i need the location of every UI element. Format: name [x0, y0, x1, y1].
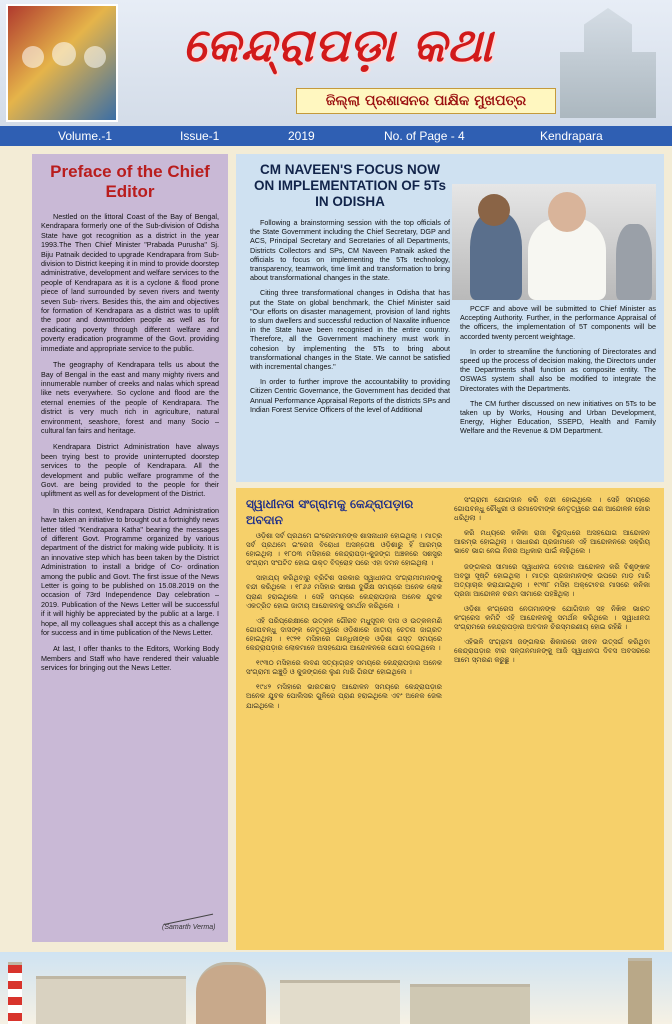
- odia-paragraph: ସାହାଯ୍ୟ କରିଥିବାରୁ ବ୍ରିଟିଶ ସରକାର ସ୍ୱାଧୀନତା ସଂଗ୍ରାମୀମାନଙ୍କୁ ବନ୍ଦୀ କରିଥିଲେ । ୧୮୬୬ ମସିହାର ଭୀଷଣ ଦୁର୍ଭିକ୍ଷ ସମୟରେ ଅନେକ ଲୋକ ପ୍ରାଣ ହରାଇଥିଲେ । ସେହି ସମୟରେ କେନ୍ଦ୍ରାପଡ଼ାର ଅନେକ ଯୁବକ ଏକତ୍ରିତ ହୋଇ ଜାତୀୟ ଆନ୍ଦୋଳନକୁ ସମର୍ଥନ କରିଥିଲେ ।: [246, 574, 442, 610]
- cm-article: [236, 154, 664, 482]
- page-count-label: No. of Page - 4: [384, 129, 465, 143]
- odia-paragraph: ଓଡ଼ିଶା ସର୍ବ ପ୍ରଥମେ ଇଂରେଜମାନଙ୍କ ଶାସନାଧୀନ ହୋଇଥିଲା । ମାତ୍ର ସର୍ବ ପ୍ରଥମେ ଇଂରେଜ ବିରୋଧୀ ଅସନ୍ତୋଷ ଓଡ଼ିଶାରୁ ହିଁ ଆରମ୍ଭ ହୋଇଥିଲା । ୧୮୦୩ ମସିହାରେ କେନ୍ଦ୍ରାପଡ଼ା-କୁଜଙ୍ଗ ଅଞ୍ଚଳରେ ସଶସ୍ତ୍ର ସଂଗ୍ରାମ ସଂଘଟିତ ହୋଇ ଉକ୍ତ ବିଦ୍ରୋହ ପରେ ଏହା ଦମନ ହୋଇଥିଲା ।: [246, 532, 442, 568]
- preface-paragraph: In this context, Kendrapara District Administration have taken an initiative to brought out a fortnightly news letter titled "Kendrapara Katha" bearing the messages of different Govt. Programme organized by various department of the district for making wide publicity. It is an innovative step which has been taken by the District Administration to install a bridge of Co- ordination among the public and Govt. The first issue of the News Letter is going to be published on 15.08.2019 on the occasion of 73rd Independence Day celebration – 2019. Publication of the News Letter will be successful if it will highly be appreciated by the public at a large. I hope, all my colleagues shall accept this as a challenge for success and in time publication of the News Letter.: [41, 505, 219, 638]
- odia-paragraph: ଏହିଭଳି ସଂଗ୍ରାମୀ ଜଙ୍ଗଲର ଶିକାରରେ ଜୀବନ ଉତ୍ସର୍ଗ କରିଥିବା କେନ୍ଦ୍ରାପଡ଼ାର ବୀର ସନ୍ତାନମାନଙ୍କୁ ଆଜି ସ୍ୱାଧୀନତା ଦିବସ ଅବସରରେ ଆମେ ସ୍ମରଣ କରୁଛୁ ।: [454, 638, 650, 665]
- odia-paragraph: ଜଙ୍ଗଲର ସୀମାରେ ସ୍ୱାଧୀନତା ଦେବାର ଆନ୍ଦୋଳନ କରି ବିଶୃଙ୍ଖଳ ଅବସ୍ଥା ସୃଷ୍ଟି ହୋଇଥିଲା । ମାତ୍ର ପ୍ରଜାମାନଙ୍କ ଉପରେ ମାଡ଼ ମାରି ଅତ୍ୟାଚାର କରାଯାଇଥିଲା । ୧୯୩୮ ମସିହା ଅକ୍ଟୋବର ମାସରେ କନିକା ପ୍ରଜା ଆନ୍ଦୋଳନ ଚରମ ସୀମାରେ ପହଞ୍ଚିଥିଲା ।: [454, 562, 650, 598]
- cm-article-right-column: [460, 304, 656, 442]
- volume-label: Volume.-1: [58, 129, 113, 143]
- heritage-building-image: [36, 976, 186, 1024]
- freedom-struggle-article: [236, 488, 664, 950]
- odia-paragraph: ସଂଗ୍ରାମୀ ଯୋଗଦାନ କରି ବନ୍ଦୀ ହୋଇଥିଲେ । ସେହି ସମୟରେ ଗୋପବନ୍ଧୁ ଚୌଧୁରୀ ଓ ରମାଦେବୀଙ୍କ ନେତୃତ୍ୱରେ ଗଣ ଆନ୍ଦୋଳନ ଜୋର ଧରିଥିଲା ।: [454, 496, 650, 523]
- preface-paragraph: At last, I offer thanks to the Editors, Working Body Members and Staff who have rendered their valuable services for bringing out the News Letter.: [41, 644, 219, 673]
- odia-paragraph: ଏହି ପରିପ୍ରେକ୍ଷୀରେ ଉତ୍କଳ ଗୌରବ ମଧୁସୂଦନ ଦାସ ଓ ଉତ୍କଳମଣି ଗୋପବନ୍ଧୁ ଦାସଙ୍କ ନେତୃତ୍ୱରେ ଓଡ଼ିଶାରେ ଜାତୀୟ ଚେତନା ଜାଗ୍ରତ ହୋଇଥିଲା । ୧୯୨୧ ମସିହାରେ ଗାନ୍ଧିଜୀଙ୍କ ଓଡ଼ିଶା ଗସ୍ତ ସମୟରେ କେନ୍ଦ୍ରାପଡ଼ାର ଲୋକମାନେ ଅସହଯୋଗ ଆନ୍ଦୋଳନରେ ଯୋଗ ଦେଇଥିଲେ ।: [246, 616, 442, 653]
- location-label: Kendrapara: [540, 129, 603, 143]
- chief-minister-photo: [452, 184, 656, 300]
- preface-paragraph: Nestled on the littoral Coast of the Bay of Bengal, Kendrapara formerly one of the Sub-division of Odisha State have got recognition as a district in the year 1993.The Then Chief Minister "Prabada Purusha" Sj. Biju Patnaik decided to upgrade Kendrapara from Sub-division to District keeping it in mind to provide doorstep administrative, development and welfare services to the people of Kendrapara as it is a cyclone & flood prone piece of land surrounded by seven rivers and twenty seven Sub- rivers. Besides this, the aim and objectives for formation of Kendrapara as a district was to uplift the poor and downtrodden people as well as for eradicating poverty through different welfare and poverty eradication programme of the Govt. providing immediate and appropriate service to the public.: [41, 212, 219, 353]
- issue-info-bar: [0, 126, 672, 146]
- preface-paragraph: The geography of Kendrapara tells us about the Bay of Bengal in the east and many mighty rivers and innumerable number of creeks and nalas which spread like nets everywhere. So cyclone and flood are the eternal enemies of the people of Kendrapara. The district is very much rich in agriculture, natural environment, seashore, forest and many Socio – cultural fan fairs and heritage.: [41, 360, 219, 435]
- cm-paragraph: PCCF and above will be submitted to Chief Minister as Accepting Authority. Further, in the performance Appraisal of the officers, the implementation of 5T components will be accorded twenty percent weightage.: [460, 304, 656, 341]
- cm-paragraph: In order to streamline the functioning of Directorates and speed up the process of decision making, the Directors under the Departments shall function as composite entity. The OSWAS system shall also be modified to integrate the Directorates with the Departments.: [460, 346, 656, 393]
- cm-paragraph: In order to further improve the accountability to providing Citizen Centric Governance, the Government has decided that Annual Performance Appraisal Reports of the districts SPs and Indian Forest Service Officers of the level of Additional: [250, 377, 450, 414]
- lighthouse-image: [8, 962, 22, 1024]
- masthead: [0, 0, 672, 126]
- cm-paragraph: Following a brainstorming session with the top officials of the State Government including the Chief Secretary, DGP and ACS, Principal Secretary and Secretaries of all Departments, Districts Collectors and SPs, CM Naveen Patnaik asked the officials to focus on implementing the 5Ts technology, transparency, teamwork, time limit and transformation to bring about transformational changes in the state.: [250, 218, 450, 283]
- footer-landmarks-strip: [0, 952, 672, 1024]
- preface-article: [32, 154, 228, 942]
- tower-image: [628, 958, 652, 1024]
- monument-image: [280, 980, 400, 1024]
- cm-article-left-column: [250, 218, 450, 420]
- signature-name: (Samarth Verma): [162, 924, 216, 931]
- temple-deity-image: [6, 4, 118, 122]
- odia-paragraph: ୧୯୩୦ ମସିହାରେ ଲବଣ ସତ୍ୟାଗ୍ରହ ସମୟରେ କେନ୍ଦ୍ରାପଡ଼ାର ଅନେକ ସଂଗ୍ରାମୀ ଇଞ୍ଚୁଡ଼ି ଓ କୁଜଙ୍ଗରେ ଲୁଣ ମାରି ଗିରଫ ହୋଇଥିଲେ ।: [246, 659, 442, 677]
- odia-article-left-column: [246, 532, 442, 717]
- main-content: [8, 150, 664, 950]
- odia-paragraph: ୧୯୪୨ ମସିହାରେ ଭାରତଛାଡ଼ ଆନ୍ଦୋଳନ ସମୟରେ କେନ୍ଦ୍ରାପଡ଼ାର ଅନେକ ଯୁବକ ପୋଲିସର ଗୁଳିରେ ପ୍ରାଣ ହରାଇଥିଲେ ଏବଂ ଅନେକ ଜେଲ ଯାଇଥିଲେ ।: [246, 683, 442, 710]
- odia-paragraph: କରି ମଧ୍ୟରେ କନିକା ରାଜା ବିରୁଦ୍ଧରେ ଅସହଯୋଗ ଆନ୍ଦୋଳନ ଆରମ୍ଭ ହୋଇଥିଲା । ସାଧାରଣ ପ୍ରଜାମାନେ ଏହି ଆନ୍ଦୋଳନରେ ସକ୍ରିୟ ଭାବେ ଭାଗ ନେଇ ନିଜର ଅଧିକାର ପାଇଁ ଲଢ଼ିଥିଲେ ।: [454, 529, 650, 556]
- odia-article-right-column: [454, 496, 650, 672]
- newsletter-subtitle: ଜିଲ୍ଲା ପ୍ରଶାସନର ପାକ୍ଷିକ ମୁଖପତ୍ର: [296, 88, 556, 114]
- building-image: [548, 8, 668, 118]
- odia-article-title: ସ୍ୱାଧୀନତା ସଂଗ୍ରାମକୁ କେନ୍ଦ୍ରାପଡ଼ାର ଅବଦାନ: [246, 497, 414, 527]
- preface-title: Preface of the Chief Editor: [50, 162, 210, 201]
- cm-article-title: CM NAVEEN'S FOCUS NOW ON IMPLEMENTATION OF 5Ts IN ODISHA: [254, 162, 446, 209]
- odia-paragraph: ଓଡ଼ିଶା କଂଗ୍ରେସ ନେତାମାନଙ୍କ ଯୋଗିଦାନ ସହ ନିଖିଳ ଭାରତ କଂଗ୍ରେସ କମିଟି ଏହି ଆନ୍ଦୋଳନକୁ ସମର୍ଥନ କରିଥିଲେ । ସ୍ୱାଧୀନତା ସଂଗ୍ରାମରେ କେନ୍ଦ୍ରାପଡ଼ାର ଅବଦାନ ଚିରସ୍ମରଣୀୟ ହୋଇ ରହିଛି ।: [454, 604, 650, 632]
- issue-label: Issue-1: [180, 129, 220, 143]
- cm-paragraph: The CM further discussed on new initiatives on 5Ts to be taken up by Works, Housing and Urban Development, Energy, Higher Education, SSEPD, Health and Family Welfare and the Revenue & DM Department.: [460, 398, 656, 436]
- editor-signature: [162, 896, 222, 936]
- preface-paragraph: Kendrapara District Administration have always been trying best to provide uninterrupted doorstep services to the people of Kendrapara. All the development and public welfare programme of the Govt. are being provided to the people for their upliftment as well as for development of the District.: [41, 442, 219, 499]
- temple-arch-image: [196, 962, 266, 1024]
- newsletter-title: କେନ୍ଦ୍ରାପଡ଼ା କଥା: [182, 18, 494, 72]
- garden-building-image: [410, 984, 530, 1024]
- signature-stroke: [161, 899, 213, 925]
- year-label: 2019: [288, 129, 315, 143]
- cm-paragraph: Citing three transformational changes in Odisha that has put the State on global benchmark, the Chief Minister said "Our efforts on disaster management, provision of land rights to slum dwellers and successful reduction of Naxalite influence in the State have been recognised in the entire country. Therefore, all the Government machinery must work in cohesion by implementing the 5Ts to bring about transformational changes in the State. We cannot be satisfied with incremental changes.": [250, 288, 450, 372]
